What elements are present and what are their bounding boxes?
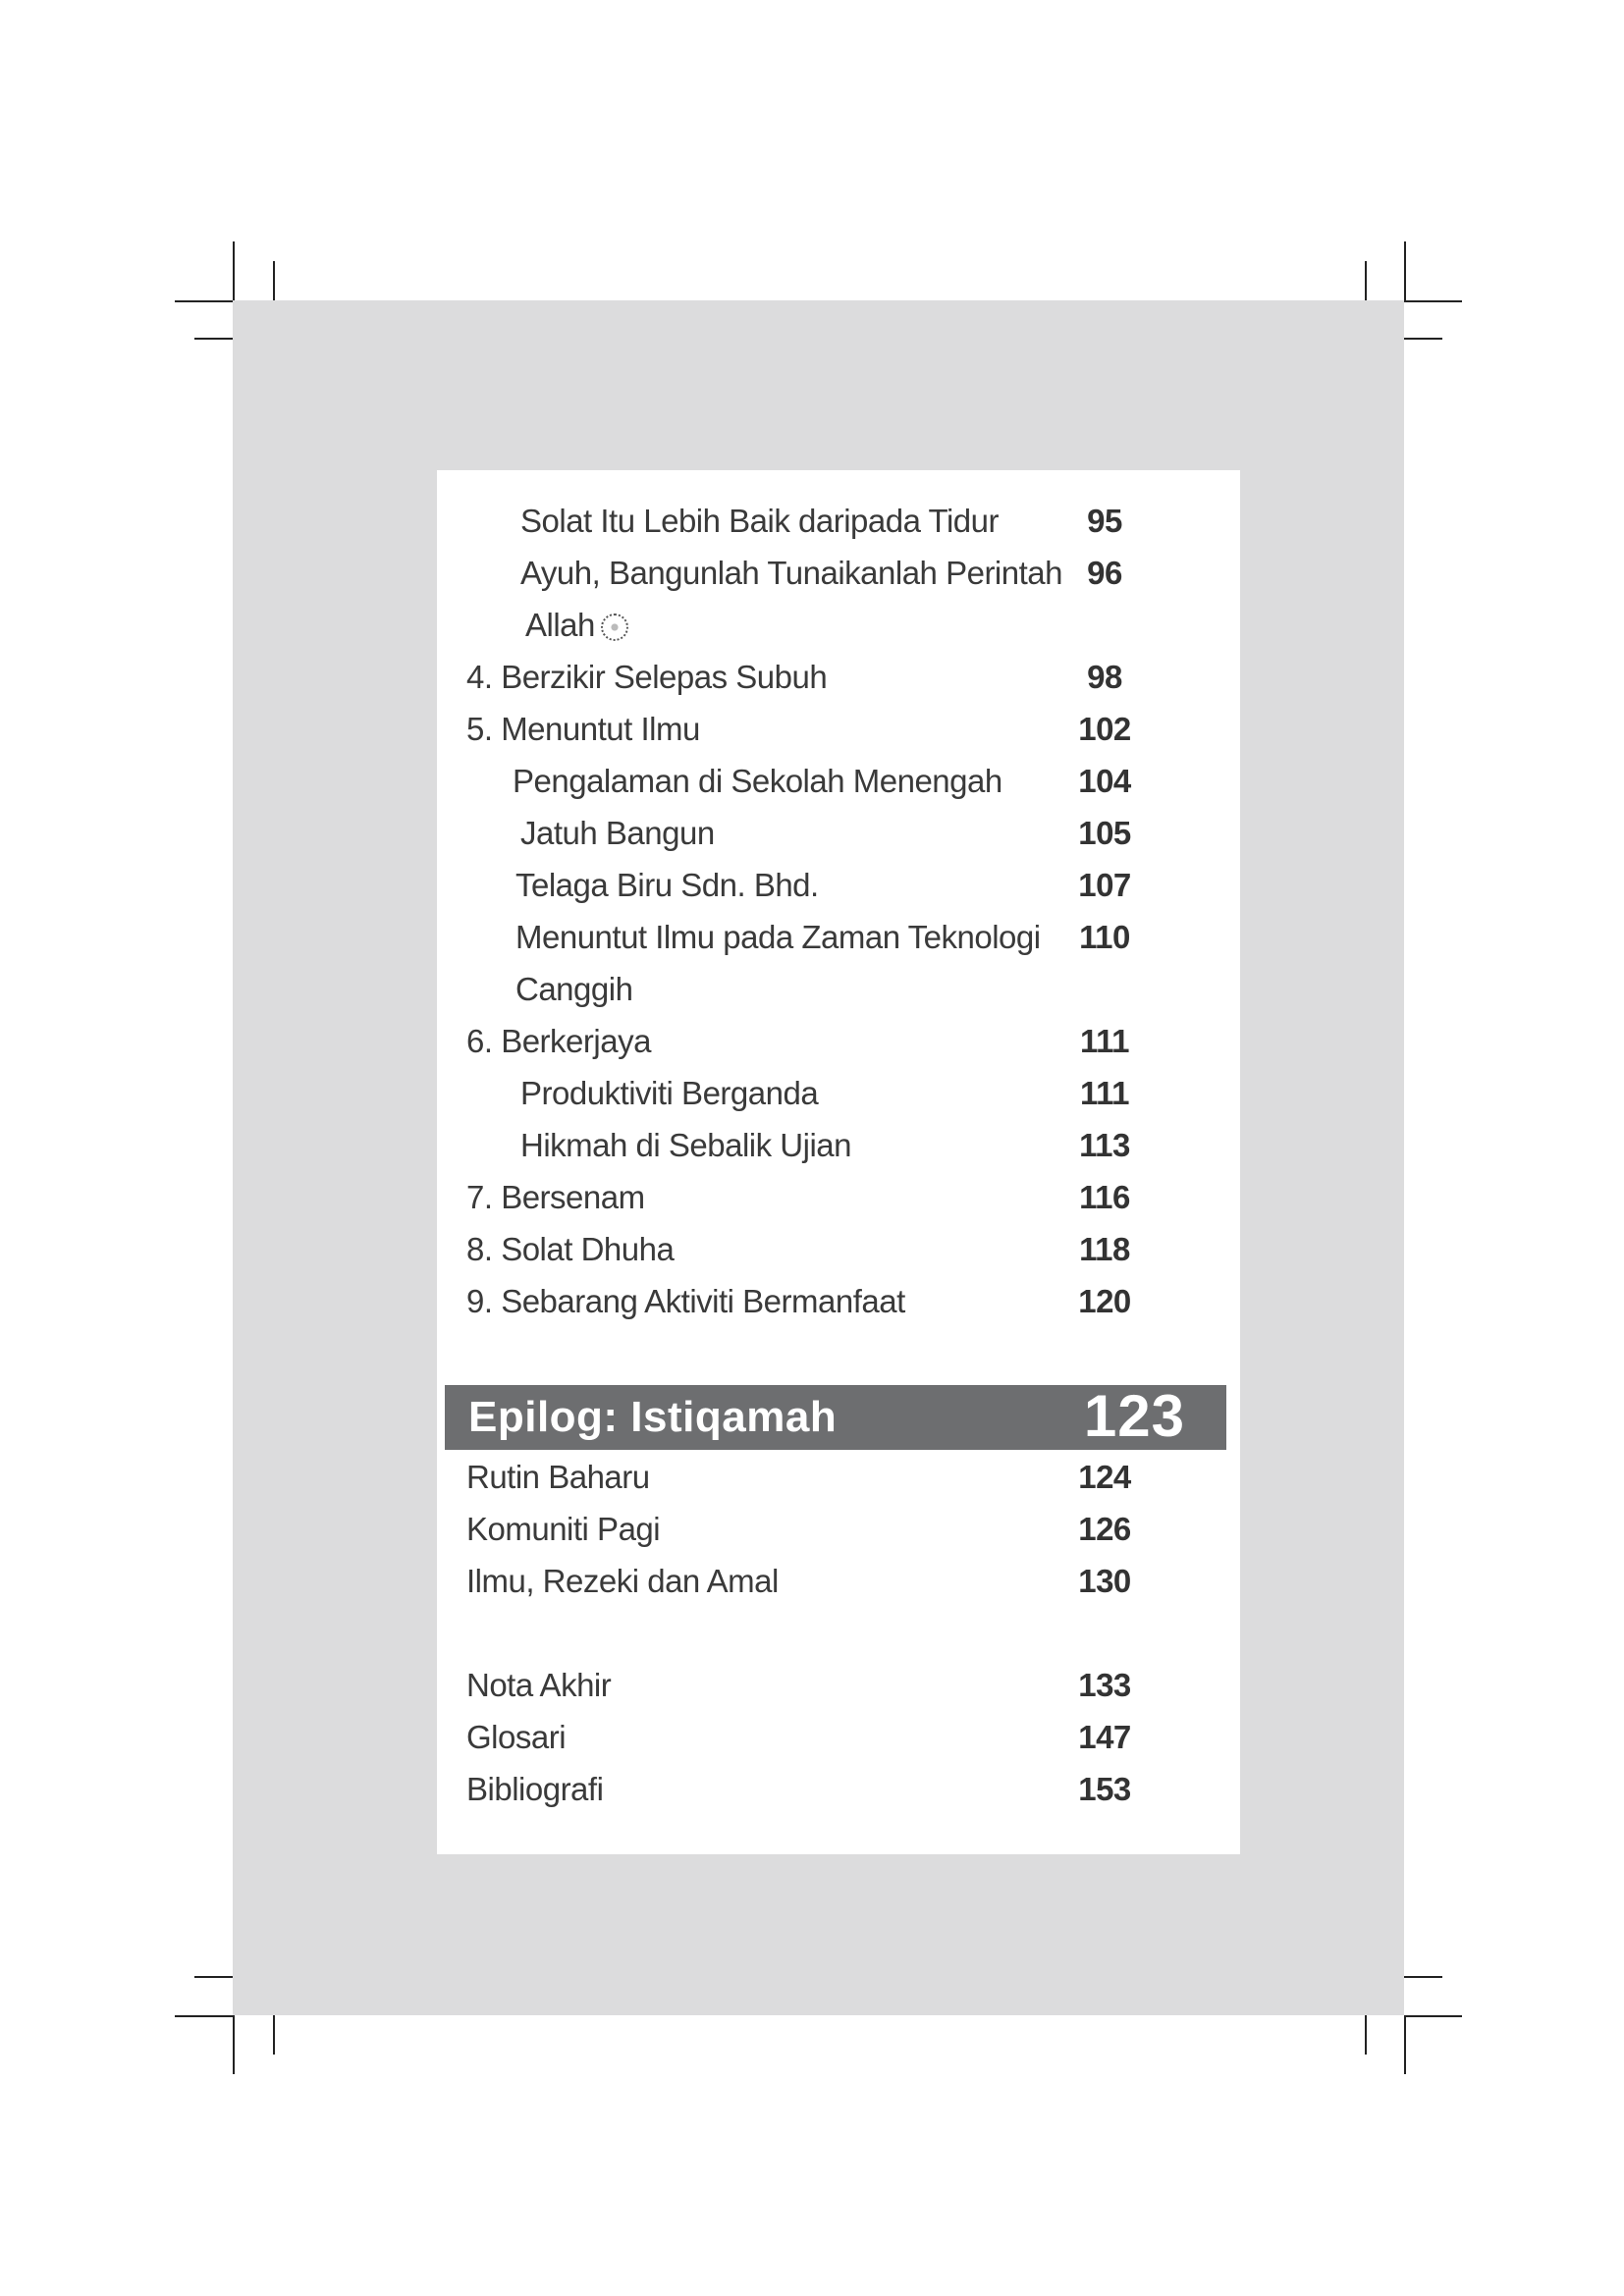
table-of-contents xyxy=(437,470,1240,1854)
toc-entry-page: 107 xyxy=(1078,867,1131,903)
toc-entry-page: 113 xyxy=(1079,1127,1130,1163)
toc-entry-page: 111 xyxy=(1080,1023,1129,1059)
toc-entry-label-text: Allah xyxy=(525,607,595,643)
toc-entry[interactable] xyxy=(437,496,1240,547)
toc-entry-page: 116 xyxy=(1079,1179,1130,1215)
toc-entry-label: Bibliografi xyxy=(466,1771,604,1807)
toc-entry-page: 124 xyxy=(1078,1459,1131,1495)
section-title: Epilog: Istiqamah xyxy=(468,1393,838,1441)
toc-entry-label: Pengalaman di Sekolah Menengah xyxy=(513,763,1002,799)
toc-entry[interactable] xyxy=(437,1068,1240,1119)
toc-entry-label: Telaga Biru Sdn. Bhd. xyxy=(515,867,819,903)
toc-entry-page: 95 xyxy=(1087,503,1122,539)
toc-entry-label: Produktiviti Berganda xyxy=(520,1075,819,1111)
toc-entry-label: Menuntut Ilmu pada Zaman Teknologi xyxy=(515,919,1041,955)
crop-mark xyxy=(1404,2015,1462,2017)
toc-entry-label: Canggih xyxy=(515,971,633,1007)
toc-entry-label: Komuniti Pagi xyxy=(466,1511,661,1547)
toc-entry-label: 6. Berkerjaya xyxy=(466,1023,651,1059)
toc-entry-page: 102 xyxy=(1078,711,1131,747)
toc-entry[interactable] xyxy=(437,1172,1240,1223)
toc-entry-label: 4. Berzikir Selepas Subuh xyxy=(466,659,828,695)
toc-entry-page: 96 xyxy=(1087,555,1122,591)
crop-mark xyxy=(1404,1976,1442,1978)
toc-entry[interactable] xyxy=(437,1504,1240,1555)
toc-entry-label: Glosari xyxy=(466,1719,567,1755)
toc-entry-page: 130 xyxy=(1078,1563,1131,1599)
crop-mark xyxy=(1365,2015,1367,2055)
toc-entry-page: 110 xyxy=(1079,919,1130,955)
toc-entry[interactable] xyxy=(437,1764,1240,1815)
toc-entry-label: Solat Itu Lebih Baik daripada Tidur xyxy=(520,503,999,539)
toc-entry-page: 98 xyxy=(1087,659,1122,695)
toc-entry-page: 147 xyxy=(1078,1719,1131,1755)
crop-mark xyxy=(1404,2015,1406,2074)
toc-entry[interactable] xyxy=(437,1016,1240,1067)
toc-entry-label: Rutin Baharu xyxy=(466,1459,650,1495)
crop-mark xyxy=(1404,338,1442,340)
toc-entry[interactable] xyxy=(437,548,1240,599)
crop-mark xyxy=(175,300,233,302)
toc-entry-page: 118 xyxy=(1079,1231,1130,1267)
toc-entry-page: 133 xyxy=(1078,1667,1131,1703)
crop-mark xyxy=(273,261,275,300)
toc-entry[interactable] xyxy=(437,756,1240,807)
toc-entry-label: 8. Solat Dhuha xyxy=(466,1231,675,1267)
toc-entry[interactable] xyxy=(437,1224,1240,1275)
toc-entry[interactable] xyxy=(437,1452,1240,1503)
toc-entry-continuation xyxy=(437,964,1240,1015)
toc-entry[interactable] xyxy=(437,1712,1240,1763)
toc-entry-label: Ayuh, Bangunlah Tunaikanlah Perintah xyxy=(520,555,1062,591)
crop-mark xyxy=(273,2015,275,2055)
toc-entry-page: 153 xyxy=(1078,1771,1131,1807)
crop-mark xyxy=(233,241,235,300)
toc-entry[interactable] xyxy=(437,1660,1240,1711)
toc-entry-continuation xyxy=(437,600,1240,651)
toc-entry-page: 105 xyxy=(1078,815,1131,851)
crop-mark xyxy=(1404,241,1406,300)
toc-entry[interactable] xyxy=(437,704,1240,755)
toc-entry-label: Ilmu, Rezeki dan Amal xyxy=(466,1563,779,1599)
toc-entry[interactable] xyxy=(437,652,1240,703)
crop-mark xyxy=(233,2015,235,2074)
toc-entry-page: 126 xyxy=(1078,1511,1131,1547)
toc-entry[interactable] xyxy=(437,1120,1240,1171)
toc-entry-page: 111 xyxy=(1080,1075,1129,1111)
toc-entry[interactable] xyxy=(437,912,1240,963)
crop-mark xyxy=(194,1976,233,1978)
crop-mark xyxy=(194,338,233,340)
toc-entry-label: Nota Akhir xyxy=(466,1667,612,1703)
toc-entry[interactable] xyxy=(437,860,1240,911)
toc-entry[interactable] xyxy=(437,808,1240,859)
crop-mark xyxy=(175,2015,233,2017)
toc-entry-label: Jatuh Bangun xyxy=(520,815,715,851)
toc-entry-label xyxy=(525,600,628,651)
toc-entry[interactable] xyxy=(437,1556,1240,1607)
toc-entry-label: 5. Menuntut Ilmu xyxy=(466,711,700,747)
honorific-seal-icon xyxy=(601,614,628,641)
toc-entry-label: Hikmah di Sebalik Ujian xyxy=(520,1127,851,1163)
toc-entry-page: 120 xyxy=(1078,1283,1131,1319)
toc-entry[interactable] xyxy=(437,1276,1240,1327)
crop-mark xyxy=(1365,261,1367,300)
toc-entry-page: 104 xyxy=(1078,763,1131,799)
toc-entry-label: 9. Sebarang Aktiviti Bermanfaat xyxy=(466,1283,905,1319)
crop-mark xyxy=(1404,300,1462,302)
section-page: 123 xyxy=(1083,1383,1185,1449)
section-header-epilog[interactable] xyxy=(445,1385,1226,1450)
toc-entry-label: 7. Bersenam xyxy=(466,1179,645,1215)
